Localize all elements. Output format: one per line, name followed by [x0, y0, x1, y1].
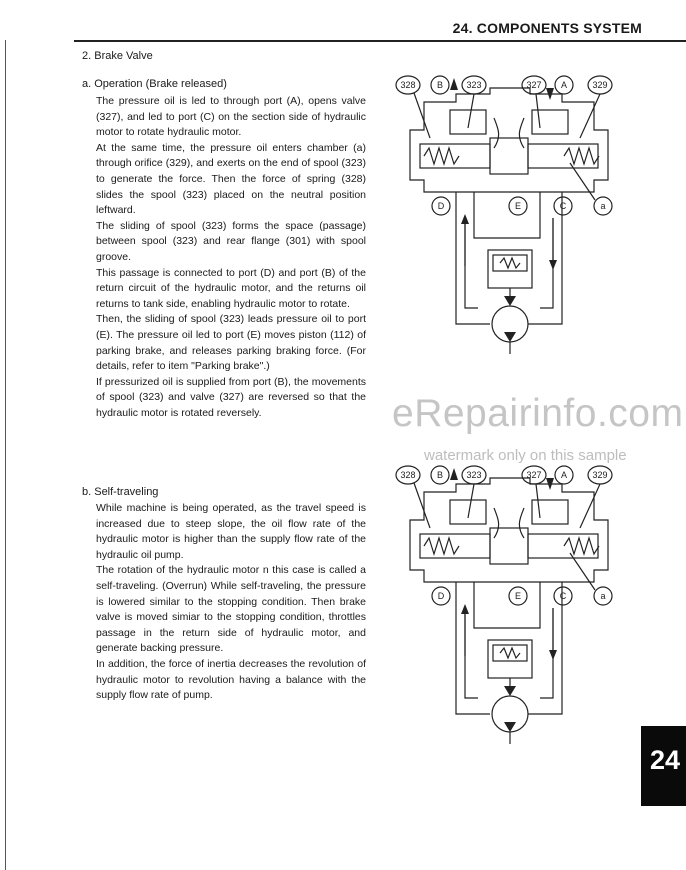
page-left-border: [5, 40, 6, 870]
label-328: 328: [400, 470, 416, 480]
chapter-tab-number: 24: [650, 745, 681, 775]
self-traveling-text: [96, 501, 366, 704]
operation-paragraph: This passage is connected to port (D) and port (B) of the return circuit of the hydraulic motor, and the returns oil returns to tank side, enabling hydraulic motor to rotate.: [96, 266, 366, 310]
label-port-c: C: [559, 201, 567, 211]
label-327: 327: [526, 80, 542, 90]
brake-valve-diagram-self-traveling: [390, 458, 630, 748]
label-port-d: D: [437, 201, 445, 211]
operation-text: [96, 94, 366, 421]
self-traveling-heading: b. Self-traveling: [82, 486, 159, 498]
label-port-c: C: [559, 591, 567, 601]
operation-paragraph: The sliding of spool (323) forms the space (passage) between spool (323) and rear flange (301) with spool groove.: [96, 219, 366, 263]
label-323: 323: [466, 80, 482, 90]
label-329: 329: [592, 470, 608, 480]
label-port-e: E: [514, 201, 522, 211]
label-323: 323: [466, 470, 482, 480]
label-port-d: D: [437, 591, 445, 601]
chapter-title: 24. COMPONENTS SYSTEM: [452, 20, 642, 36]
operation-paragraph: At the same time, the pressure oil enters chamber (a) through orifice (329), and exerts on the end of spool (323) to generate the force. Then the force of spring (328) slides the spool (323) placed on the neutral position leftward.: [96, 141, 366, 217]
label-port-a: A: [560, 470, 568, 480]
label-327: 327: [526, 470, 542, 480]
self-traveling-paragraph: The rotation of the hydraulic motor n this case is called a self-traveling. (Overrun) While self-traveling, the pressure is lowered similar to the stopping condition. Then brake valve is moved simiar to the stopping condition, throttles passage in the return side of hydraulic motor, and generate backing pressure.: [96, 564, 366, 655]
label-329: 329: [592, 80, 608, 90]
operation-paragraph: Then, the sliding of spool (323) leads pressure oil to port (E). The pressure oil led to port (E) moves piston (112) of parking brake, and releases parking braking force. (For details, refer to item "Parking brake".): [96, 313, 366, 373]
operation-paragraph: The pressure oil is led to through port (A), opens valve (327), and led to port (C) on the section side of hydraulic motor to rotate hydraulic motor.: [96, 95, 366, 139]
watermark-note: watermark only on this sample: [424, 447, 627, 464]
label-chamber-a: a: [600, 201, 606, 211]
label-port-a: A: [560, 80, 568, 90]
self-traveling-paragraph: While machine is being operated, as the travel speed is increased due to steep slope, the oil flow rate of the hydraulic motor is higher than the supply flow rate of the hydraulic oil pump.: [96, 502, 366, 561]
chapter-tab: [641, 726, 686, 806]
label-328: 328: [400, 80, 416, 90]
operation-paragraph: If pressurized oil is supplied from port (B), the movements of spool (323) and valve (327) are reversed so that the hydraulic motor is rotated reversely.: [96, 375, 366, 419]
header-rule: [74, 40, 686, 42]
section-heading: 2. Brake Valve: [82, 50, 153, 62]
label-port-e: E: [514, 591, 522, 601]
self-traveling-paragraph: In addition, the force of inertia decreases the revolution of hydraulic motor to revolution having a balance with the supply flow rate of pump.: [96, 657, 366, 702]
label-chamber-a: a: [600, 591, 606, 601]
label-port-b: B: [436, 470, 444, 480]
watermark-logo: eRepairinfo.com: [392, 392, 684, 435]
brake-valve-diagram-released: [390, 68, 630, 358]
label-port-b: B: [436, 80, 444, 90]
operation-heading: a. Operation (Brake released): [82, 78, 227, 90]
